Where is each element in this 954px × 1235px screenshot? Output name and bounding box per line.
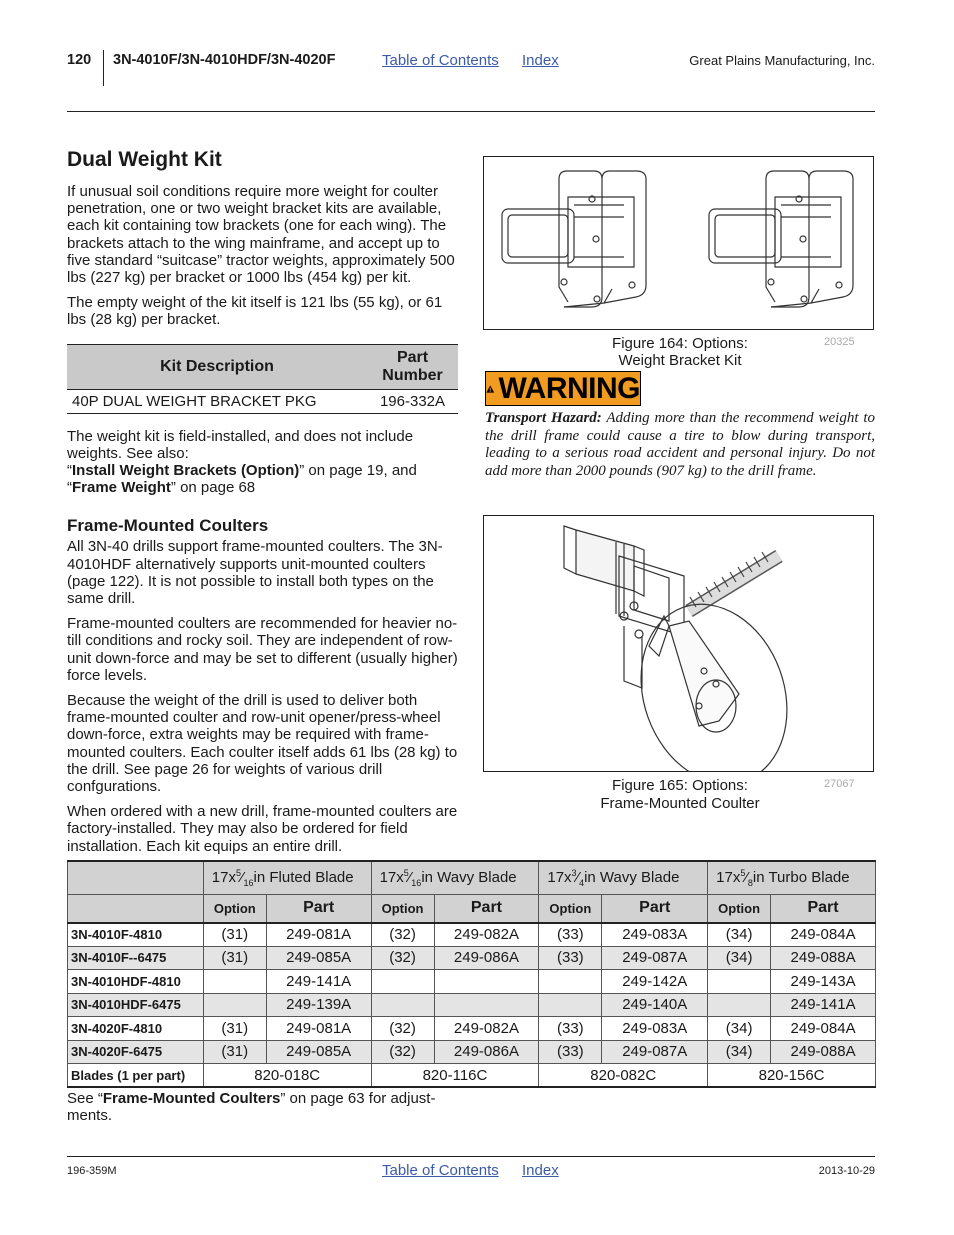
see-note-bold: Frame-Mounted Coulters	[102, 1090, 281, 1107]
part-cell: 249-142A	[602, 970, 708, 994]
option-cell	[708, 993, 771, 1017]
part-cell: 249-140A	[602, 993, 708, 1017]
figure-weight-bracket-kit	[483, 156, 874, 330]
warning-badge	[485, 371, 641, 406]
option-cell: (31)	[203, 946, 266, 970]
see-adjustments-note	[67, 1090, 459, 1124]
see-note-pre: See “	[67, 1090, 103, 1107]
option-cell: (32)	[371, 1017, 434, 1041]
frame-coulters-heading: Frame-Mounted Coulters	[67, 516, 269, 536]
blade-part-cell: 820-018C	[203, 1064, 371, 1088]
dual-weight-heading: Dual Weight Kit	[67, 148, 222, 171]
footer-toc-link[interactable]: Table of Contents	[382, 1162, 499, 1179]
header-toc-link[interactable]: Table of Contents	[382, 52, 499, 69]
part-cell: 249-141A	[266, 970, 371, 994]
blade-num: 5	[235, 868, 241, 878]
option-cell: (34)	[708, 923, 771, 947]
coulter-illustration	[484, 516, 873, 771]
kit-row-description: 40P DUAL WEIGHT BRACKET PKG	[67, 389, 367, 413]
option-cell	[708, 970, 771, 994]
coulter-table-body	[68, 923, 876, 1088]
part-cell: 249-083A	[602, 923, 708, 947]
option-cell: (33)	[539, 1040, 602, 1064]
blade-header: $17x^5⁄_{16}in$ Wavy Blade	[371, 861, 539, 895]
part-cell: 249-141A	[771, 993, 876, 1017]
frame-coulters-paragraph-2: Frame-mounted coulters are recommended for heavier no-till conditions and rocky soil. They are independent of row-unit down-force and may be set to different (usually higher) force levels.	[67, 615, 458, 684]
part-cell: 249-081A	[266, 923, 371, 947]
figure-165-caption-line1: Figure 165: Options:	[612, 777, 748, 794]
warning-triangle-icon	[486, 377, 495, 401]
part-cell: 249-086A	[434, 1040, 539, 1064]
blade-suffix: in Turbo Blade	[752, 869, 850, 886]
part-header: Part	[602, 895, 708, 923]
left-column	[67, 148, 459, 863]
option-cell: (33)	[539, 1017, 602, 1041]
figure-165-caption	[580, 777, 780, 813]
blade-den: 16	[243, 878, 254, 888]
figure-165-caption-line2: Frame-Mounted Coulter	[600, 795, 760, 812]
kit-col-description: Kit Description	[67, 344, 367, 389]
blade-header: $17x^5⁄_{16}in$ Fluted Blade	[203, 861, 371, 895]
model-cell: 3N-4010F-4810	[68, 923, 204, 947]
option-cell: (33)	[539, 923, 602, 947]
figure-164-caption-line1: Figure 164: Options:	[612, 335, 748, 352]
see-note-post: ” on page 63 for adjust-ments.	[67, 1090, 436, 1124]
part-cell: 249-088A	[771, 1040, 876, 1064]
option-cell	[539, 993, 602, 1017]
part-cell: 249-084A	[771, 923, 876, 947]
see-also-text: The weight kit is field-installed, and does not include weights. See also:	[67, 427, 414, 462]
part-cell: 249-085A	[266, 946, 371, 970]
frame-coulters-paragraph-1: All 3N-40 drills support frame-mounted coulters. The 3N-4010HDF alternatively supports unit-mounted coulters (page 122). It is not possible to install both types on the same drill.	[67, 538, 443, 608]
blade-prefix: 17x	[211, 869, 236, 886]
option-cell: (32)	[371, 946, 434, 970]
blade-den: 8	[747, 878, 753, 888]
blade-part-cell: 820-116C	[371, 1064, 539, 1088]
doc-date: 2013-10-29	[818, 1165, 875, 1177]
option-cell	[203, 970, 266, 994]
dual-weight-paragraph-3: The weight kit is field-installed, and does not include weights. See also: “Install Weight Brackets (Option)” on page 19, and “Frame Weight” on page 68	[67, 427, 417, 497]
part-cell: 249-082A	[434, 923, 539, 947]
blade-den: 16	[411, 878, 422, 888]
figure-164-caption	[590, 335, 770, 369]
kit-table	[67, 344, 458, 414]
part-cell	[434, 970, 539, 994]
option-header: Option	[371, 895, 434, 923]
model-cell: 3N-4010F--6475	[68, 946, 204, 970]
table-row	[68, 1040, 876, 1064]
empty-header-cell	[68, 895, 204, 923]
model-cell: 3N-4010HDF-4810	[68, 970, 204, 994]
warning-label: WARNING	[498, 371, 640, 405]
option-cell: (34)	[708, 946, 771, 970]
option-header: Option	[539, 895, 602, 923]
model-cell: 3N-4010HDF-6475	[68, 993, 204, 1017]
figure-frame-mounted-coulter	[483, 515, 874, 772]
model-title: 3N-4010F/3N-4010HDF/3N-4020F	[113, 52, 336, 68]
model-cell: 3N-4020F-4810	[68, 1017, 204, 1041]
dual-weight-paragraph-2: The empty weight of the kit itself is 121 lbs (55 kg), or 61 lbs (28 kg) per bracket.	[67, 294, 443, 329]
weight-bracket-illustration	[484, 157, 873, 329]
frame-coulters-paragraph-4: When ordered with a new drill, frame-mounted coulters are factory-installed. They may also be ordered for field installation. Each kit equips an entire drill.	[67, 803, 458, 855]
blade-suffix: in Fluted Blade	[253, 869, 354, 886]
page-number: 120	[67, 52, 92, 68]
blade-prefix: 17x	[716, 869, 741, 886]
option-cell	[371, 970, 434, 994]
blade-prefix: 17x	[379, 869, 404, 886]
blade-part-cell: 820-082C	[539, 1064, 708, 1088]
company-name: Great Plains Manufacturing, Inc.	[689, 53, 875, 68]
blade-prefix: 17x	[547, 869, 572, 886]
warning-lead: Transport Hazard:	[485, 410, 602, 426]
part-cell: 249-083A	[602, 1017, 708, 1041]
figure-164-number: 20325	[824, 336, 855, 348]
part-cell: 249-086A	[434, 946, 539, 970]
option-header: Option	[708, 895, 771, 923]
figure-164-caption-line2: Weight Bracket Kit	[618, 352, 742, 369]
warning-text	[485, 410, 875, 480]
blade-header: $17x^5⁄_8in$ Turbo Blade	[708, 861, 876, 895]
option-cell: (34)	[708, 1040, 771, 1064]
part-cell: 249-139A	[266, 993, 371, 1017]
kit-row-part: 196-332A	[367, 389, 458, 413]
blade-num: 3	[571, 868, 577, 878]
blade-part-cell: 820-156C	[708, 1064, 876, 1088]
empty-header-cell	[68, 861, 204, 895]
ref-install-weight-rest: ” on page 19, and	[299, 462, 417, 480]
option-cell: (33)	[539, 946, 602, 970]
blades-label: Blades (1 per part)	[68, 1064, 204, 1088]
figure-165-number: 27067	[824, 778, 855, 790]
part-cell: 249-085A	[266, 1040, 371, 1064]
doc-number: 196-359M	[67, 1165, 117, 1177]
option-cell	[371, 993, 434, 1017]
header-divider	[103, 50, 104, 86]
blade-den: 4	[579, 878, 585, 888]
part-header: Part	[434, 895, 539, 923]
part-cell: 249-087A	[602, 946, 708, 970]
part-cell: 249-087A	[602, 1040, 708, 1064]
ref-install-weight: Install Weight Brackets (Option)	[72, 462, 300, 480]
option-cell: (31)	[203, 923, 266, 947]
option-header: Option	[203, 895, 266, 923]
blade-suffix: in Wavy Blade	[421, 869, 517, 886]
part-header: Part	[266, 895, 371, 923]
table-row	[68, 923, 876, 947]
table-row	[68, 970, 876, 994]
table-row	[68, 1064, 876, 1088]
table-row	[68, 993, 876, 1017]
kit-col-part: Part Number	[367, 344, 458, 389]
table-row	[68, 946, 876, 970]
blade-num: 5	[403, 868, 409, 878]
warning-body: Adding more than the recommend weight to the drill frame could cause a tire to blow during transport, leading to a serious road accident and personal injury. Do not add more than 2000 pounds (907 kg) to the drill frame.	[485, 410, 875, 479]
blade-header: $17x^3⁄_4in$ Wavy Blade	[539, 861, 708, 895]
option-cell: (32)	[371, 1040, 434, 1064]
option-cell	[539, 970, 602, 994]
part-cell: 249-143A	[771, 970, 876, 994]
ref-frame-weight-rest: ” on page 68	[170, 479, 256, 497]
table-row	[68, 1017, 876, 1041]
blade-num: 5	[740, 868, 746, 878]
option-cell: (34)	[708, 1017, 771, 1041]
part-cell: 249-088A	[771, 946, 876, 970]
option-cell	[203, 993, 266, 1017]
dual-weight-paragraph-1: If unusual soil conditions require more weight for coulter penetration, one or two weight bracket kits are available, each kit containing tow brackets (one for each wing). The brackets attach to the wing mainframe, and accept up to five standard “suitcase” tractor weights, approximately 500 lbs (227 kg) per bracket or 1000 lbs (454 kg) per kit.	[67, 183, 455, 287]
part-cell: 249-084A	[771, 1017, 876, 1041]
part-cell: 249-082A	[434, 1017, 539, 1041]
model-cell: 3N-4020F-6475	[68, 1040, 204, 1064]
header-index-link[interactable]: Index	[522, 52, 559, 69]
coulter-parts-table	[67, 860, 876, 1088]
blade-suffix: in Wavy Blade	[584, 869, 680, 886]
header-rule	[67, 111, 875, 112]
option-cell: (31)	[203, 1040, 266, 1064]
option-cell: (31)	[203, 1017, 266, 1041]
part-cell: 249-081A	[266, 1017, 371, 1041]
footer-index-link[interactable]: Index	[522, 1162, 559, 1179]
part-cell	[434, 993, 539, 1017]
part-header: Part	[771, 895, 876, 923]
table-row	[67, 389, 458, 413]
option-cell: (32)	[371, 923, 434, 947]
footer-rule	[67, 1156, 875, 1157]
ref-frame-weight: Frame Weight	[72, 479, 171, 497]
frame-coulters-paragraph-3: Because the weight of the drill is used to deliver both frame-mounted coulter and row-unit opener/press-wheel down-force, extra weights may be required with frame-mounted coulters. Each coulter itself adds 61 lbs (28 kg) to the drill. See page 26 for weights of various drill confgurations.	[67, 692, 458, 796]
